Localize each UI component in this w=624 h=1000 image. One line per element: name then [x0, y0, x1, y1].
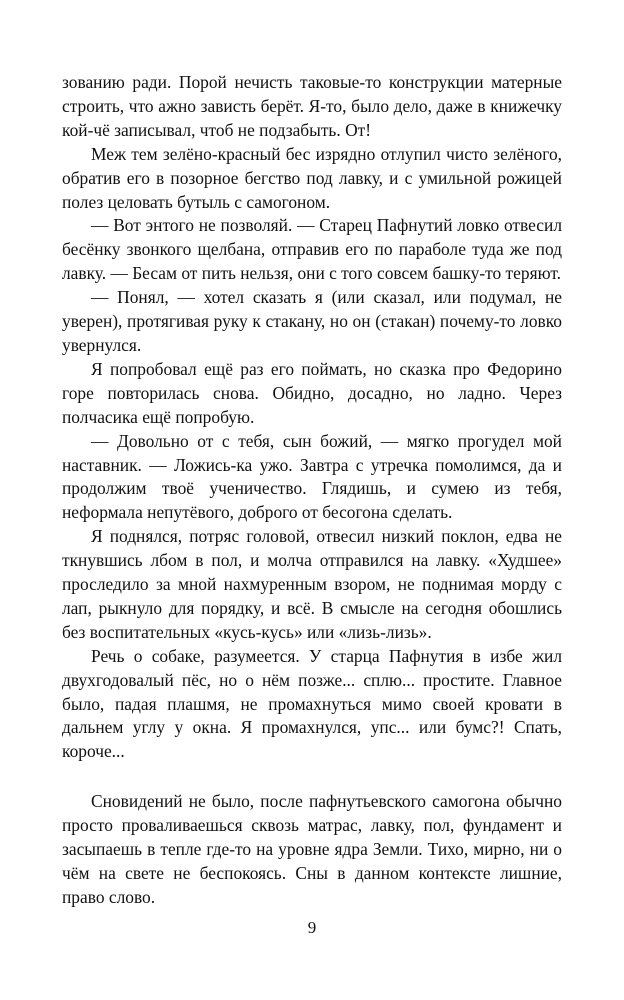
paragraph: Я поднялся, потряс головой, отвесил низкий поклон, едва не ткнувшись лбом в пол, и молча отправился на лавку. «Худшее» проследило за мной нахмуренным взором, не поднимая морду с лап, рыкнуло для порядку, и всё. В смысле на сегодня обошлись без воспитательных «кусь-кусь» или «лизь-лизь».	[62, 526, 562, 642]
paragraph: Меж тем зелёно-красный бес изрядно отлупил чисто зелёного, обратив его в позорное бегство под лавку, и с умильной рожицей полез целовать бутыль с самогоном.	[62, 143, 562, 212]
paragraph: — Понял, — хотел сказать я (или сказал, или подумал, не уверен), протягивая руку к стакану, но он (стакан) почему-то ловко увернулся.	[62, 287, 562, 355]
page-number: 9	[307, 918, 317, 937]
paragraph-continued: зованию ради. Порой нечисть таковые-то конструкции матерные строить, что ажно зависть берёт. Я-то, было дело, даже в книжечку кой-чё записывал, чтоб не подзабыть. От!	[62, 72, 562, 140]
text-block-bottom	[62, 790, 562, 910]
paragraph: Я попробовал ещё раз его поймать, но сказка про Федорино горе повторилась снова. Обидно, досадно, но ладно. Через полчасика ещё попробую.	[62, 358, 562, 427]
paragraph: — Довольно от с тебя, сын божий, — мягко прогудел мой наставник. — Ложись-ка ужо. Завтра с утречка помолимся, да и продолжим твоё ученичество. Глядишь, и сумею из тебя, неформала непутёвого, доброго от бесогона сделать.	[62, 430, 562, 523]
paragraph: Сновидений не было, после пафнутьевского самогона обычно просто проваливаешься сквозь матрас, лавку, пол, фундамент и засыпаешь в тепле где-то на уровне ядра Земли. Тихо, мирно, ни о чём на свете не беспокоясь. Сны в данном контексте лишние, право слово.	[62, 791, 562, 907]
text-block-top	[62, 71, 562, 764]
paragraph: — Вот энтого не позволяй. — Старец Пафнутий ловко отвесил бесёнку звонкого щелбана, отправив его по параболе туда же под лавку. — Бесам от пить нельзя, они с того совсем башку-то теряют.	[62, 215, 562, 284]
paragraph: Речь о собаке, разумеется. У старца Пафнутия в избе жил двухгодовалый пёс, но о нём позже... сплю... простите. Главное было, падая плашмя, не промахнуться мимо своей кровати в дальнем углу у окна. Я промахнулся, упс... или бумс?! Спать, короче...	[62, 645, 562, 762]
